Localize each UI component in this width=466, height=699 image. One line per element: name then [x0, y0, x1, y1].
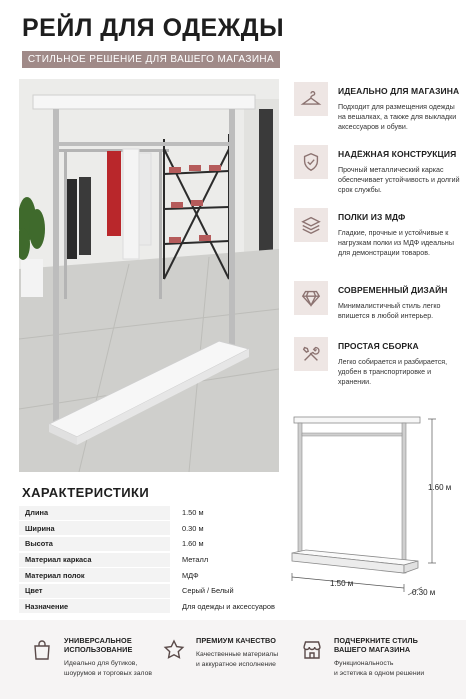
spec-value: Серый / Белый	[182, 586, 234, 596]
benefit-title: ПОДЧЕРКНИТЕ СТИЛЬ	[334, 636, 418, 645]
layers-icon	[294, 208, 328, 242]
feature-store	[294, 82, 464, 133]
feature-text: Минималистичный стиль легко впишется в любой интерьер.	[338, 302, 441, 321]
benefit-quality	[162, 636, 278, 670]
length-label: 1.50 м	[330, 579, 354, 588]
spec-key: Цвет	[19, 584, 170, 598]
spec-key: Назначение	[19, 599, 170, 613]
product-photo	[19, 79, 279, 472]
feature-title: СОВРЕМЕННЫЙ ДИЗАЙН	[338, 285, 448, 295]
benefit-universal	[30, 636, 152, 679]
height-label: 1.60 м	[428, 483, 452, 492]
feature-title: ПОЛКИ ИЗ МДФ	[338, 212, 406, 222]
benefit-text: Качественные материалы	[196, 651, 279, 659]
table-row	[19, 567, 279, 583]
table-row	[19, 583, 279, 599]
page-title: РЕЙЛ ДЛЯ ОДЕЖДЫ	[22, 14, 285, 42]
benefit-text: и эстетика в одном решении	[334, 670, 425, 678]
benefit-text: Идеально для бутиков,	[64, 660, 138, 668]
feature-text: Легко собирается и разбирается, удобен в транспортировке и хранении.	[338, 358, 448, 387]
spec-value: 0.30 м	[182, 523, 204, 533]
tools-icon	[294, 337, 328, 371]
specs-table	[19, 505, 279, 614]
feature-text: Гладкие, прочные и устойчивые к нагрузкам полки из МДФ идеальны для демонстрации товаров.	[338, 229, 454, 258]
benefit-text: шоурумов и торговых залов	[64, 670, 152, 678]
spec-value: 1.60 м	[182, 539, 204, 549]
benefit-text: Функциональность	[334, 660, 394, 668]
feature-title: НАДЁЖНАЯ КОНСТРУКЦИЯ	[338, 149, 457, 159]
feature-title: ИДЕАЛЬНО ДЛЯ МАГАЗИНА	[338, 86, 460, 96]
product-photo-illustration	[19, 79, 279, 472]
hanger-icon	[294, 82, 328, 116]
benefits-footer	[0, 620, 466, 699]
dimension-diagram	[284, 405, 466, 610]
star-icon	[162, 638, 186, 662]
specs-title: ХАРАКТЕРИСТИКИ	[22, 485, 150, 500]
table-row	[19, 599, 279, 615]
spec-key: Материал каркаса	[19, 553, 170, 567]
benefit-title: ПРЕМИУМ КАЧЕСТВО	[196, 636, 277, 645]
depth-label: 0.30 м	[412, 588, 436, 597]
benefit-title: УНИВЕРСАЛЬНОЕ	[64, 636, 132, 645]
table-row	[19, 521, 279, 537]
spec-value: Для одежды и аксессуаров	[182, 601, 275, 611]
subtitle-banner	[22, 51, 280, 68]
spec-value: Металл	[182, 555, 209, 565]
feature-design	[294, 281, 464, 321]
spec-value: 1.50 м	[182, 508, 204, 518]
feature-mdf	[294, 208, 464, 259]
benefit-title: ИСПОЛЬЗОВАНИЕ	[64, 645, 133, 655]
table-row	[19, 505, 279, 521]
subtitle-text: СТИЛЬНОЕ РЕШЕНИЕ ДЛЯ ВАШЕГО МАГАЗИНА	[27, 54, 275, 65]
spec-key: Материал полок	[19, 568, 170, 582]
feature-text: Подходит для размещения одежды на вешалках, а также для выкладки аксессуаров и обуви.	[338, 103, 457, 132]
table-row	[19, 536, 279, 552]
table-row	[19, 552, 279, 568]
spec-key: Длина	[19, 506, 170, 520]
benefit-style	[300, 636, 424, 679]
feature-text: Прочный металлический каркас обеспечивает устойчивость и долгий срок службы.	[338, 166, 460, 195]
shopping-bag-icon	[30, 638, 54, 662]
feature-title: ПРОСТАЯ СБОРКА	[338, 341, 419, 351]
benefit-text: и аккуратное исполнение	[196, 661, 276, 669]
spec-key: Ширина	[19, 521, 170, 535]
spec-key: Высота	[19, 537, 170, 551]
shield-check-icon	[294, 145, 328, 179]
store-icon	[300, 638, 324, 662]
feature-assembly	[294, 337, 464, 388]
benefit-title: ВАШЕГО МАГАЗИНА	[334, 645, 411, 655]
feature-construction	[294, 145, 464, 196]
spec-value: МДФ	[182, 570, 199, 580]
diamond-icon	[294, 281, 328, 315]
